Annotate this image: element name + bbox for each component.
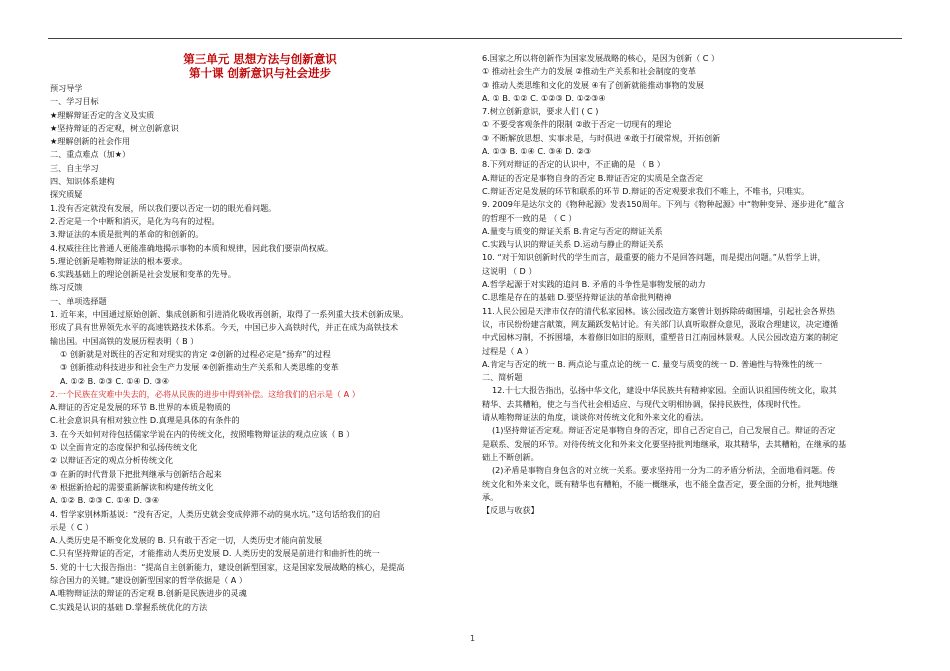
- left-text-block: [50, 82, 470, 614]
- page-number: 1: [470, 634, 476, 643]
- right-column: [482, 52, 902, 517]
- text-line: ① 不要受客观条件的限制 ②敢于否定一切现有的理论: [482, 119, 672, 130]
- text-line: 4. 哲学家别林斯基说：“没有否定，人类历史就会变成停滞不动的臭水坑。”这句话给我们的启: [50, 508, 381, 519]
- text-line: A. ① B. ①② C. ①②③ D. ①②③④: [482, 92, 606, 103]
- unit-title: 第三单元 思想方法与创新意识: [183, 52, 337, 66]
- text-line: A.辩证的否定是发展的环节 B.世界的本质是物质的: [50, 402, 231, 413]
- text-line: 过程是（ A ）: [482, 345, 534, 356]
- text-line: ① 创新就是对既往的否定和对现实的肯定 ②创新的过程必定是“扬弃”的过程: [60, 348, 331, 359]
- text-line: 7.树立创新意识，要求人们 ( C ): [482, 106, 599, 117]
- text-line: A.唯物辩证法的辩证的否定观 B.创新是民族进步的灵魂: [50, 588, 247, 599]
- text-line: 一、学习目标: [50, 96, 99, 107]
- text-line: 9. 2009年是达尔文的《物种起源》发表150周年。下列与《物种起源》中“物种变异、逐步进化”蕴含: [482, 199, 845, 210]
- text-line: A.肯定与否定的统一 B. 两点论与重点论的统一 C. 量变与质变的统一 D. 普遍性与特殊性的统一: [482, 358, 822, 369]
- text-line: 议，市民纷纷建言献策，网友踊跃发帖讨论。有关部门认真听取群众意见，汲取合理建议，决定遵循: [482, 318, 839, 329]
- text-line: ③ 在新的时代背景下把批判继承与创新结合起来: [50, 468, 222, 479]
- text-line: 6.实践基础上的理论创新是社会发展和变革的先导。: [50, 269, 236, 280]
- text-line: 精华、去其糟粕，使之与当代社会相适应、与现代文明相协调，保持民族性，体现时代性。: [482, 398, 806, 409]
- text-line: 四、知识体系建构: [50, 176, 115, 187]
- text-line: 础上不断创新。: [482, 451, 539, 462]
- text-line: 承。: [482, 491, 499, 502]
- text-line: ③ 创新推动科技进步和社会生产力发展 ④创新推动生产关系和人类思维的变革: [60, 362, 339, 373]
- text-line: ④ 根据新拾起的需要重新解读和构建传统文化: [50, 481, 214, 492]
- text-line: 3. 在今天如何对待包括儒家学说在内的传统文化，按照唯物辩证法的观点应该（ B ）: [50, 428, 355, 439]
- text-line: 6.国家之所以将创新作为国家发展战略的核心，是因为创新（ C ）: [482, 53, 720, 63]
- text-line: 1. 近年来，中国通过原始创新、集成创新和引进消化吸收再创新，取得了一系列重大技术创新成果。: [50, 309, 409, 320]
- text-line: 二、简析题: [482, 372, 523, 383]
- text-line: C.实践是认识的基础 D.掌握系统优化的方法: [50, 601, 208, 612]
- text-line: ③ 不断解放思想、实事求是，与时俱进 ④敢于打破常规，开拓创新: [482, 132, 721, 143]
- header-rule: [48, 38, 902, 39]
- text-line: 预习导学: [50, 83, 83, 93]
- text-line: ① 推动社会生产力的发展 ②推动生产关系和社会制度的变革: [482, 66, 696, 77]
- text-line: C.社会意识具有相对独立性 D.真理是具体的有条件的: [50, 415, 240, 426]
- text-line: 2.一个民族在灾难中失去的，必将从民族的进步中得到补偿。这给我们的启示是（ A ）: [50, 388, 360, 399]
- text-line: A.人类历史是不断变化发展的 B. 只有敢于否定一切，人类历史才能向前发展: [50, 535, 323, 546]
- text-line: ② 以辩证否定的观点分析传统文化: [50, 455, 174, 466]
- text-line: 2.否定是一个中断和消灭，是化为乌有的过程。: [50, 215, 220, 226]
- text-line: ★理解辩证否定的含义及实质: [50, 109, 155, 120]
- text-line: ① 以全面肯定的态度保护和弘扬传统文化: [50, 442, 198, 453]
- text-line: 11.人民公园是天津市仅存的清代私家园林。该公园改造方案曾计划拆除砖砌围墙，引起社会各界热: [482, 305, 835, 316]
- text-line: (1)坚持辩证否定观。辩证否定是事物自身的否定，即自己否定自己，自己发展自己。辩证的否定: [492, 425, 836, 436]
- text-line: 是联系、发展的环节。对待传统文化和外来文化要坚持批判地继承，取其精华，去其糟粕，在继承的基: [482, 438, 847, 449]
- text-line: ③ 推动人类思维和文化的发展 ④有了创新就能推动事物的发展: [482, 79, 705, 90]
- text-line: (2)矛盾是事物自身包含的对立统一关系。要求坚持用一分为二的矛盾分析法，全面地看问题。传: [492, 465, 836, 476]
- text-line: ★坚持辩证的否定观，树立创新意识: [50, 122, 179, 133]
- lesson-title: 第十课 创新意识与社会进步: [188, 66, 331, 80]
- text-line: 示是（ C ）: [50, 521, 94, 532]
- left-column: [50, 52, 470, 614]
- text-line: 探究质疑: [50, 189, 83, 200]
- text-line: 中式园林习制，不拆围墙，本着修旧如旧的原则，重塑昔日江南园林景观。人民公园改造方案的制定: [482, 332, 839, 343]
- text-line: A.辩证的否定是事物自身的否定 B.辩证否定的实质是全盘否定: [482, 172, 704, 183]
- text-line: 1.没有否定就没有发展，所以我们要以否定一切的眼光看问题。: [50, 202, 277, 213]
- right-text-block: [482, 52, 902, 517]
- text-line: 3.辩证法的本质是批判的革命的和创新的。: [50, 229, 204, 240]
- text-line: 5. 党的十七大报告指出：“提高自主创新能力，建设创新型国家，这是国家发展战略的核心，是提高: [50, 561, 405, 572]
- text-line: C.实践与认识的辩证关系 D.运动与静止的辩证关系: [482, 239, 664, 250]
- text-line: 4.权威往往比普通人更能准确地揭示事物的本质和规律，因此我们要崇尚权威。: [50, 242, 333, 253]
- text-line: A. ①② B. ②③ C. ①④ D. ③④: [50, 495, 160, 506]
- text-line: 形成了具有世界领先水平的高速铁路技术体系。今天，中国已步入高铁时代，并正在成为高铁技术: [50, 322, 399, 333]
- text-line: 输出国。中国高铁的发展历程表明（ B ）: [50, 335, 199, 346]
- text-line: ★理解创新的社会作用: [50, 136, 131, 147]
- text-line: 5.理论创新是唯物辩证法的根本要求。: [50, 255, 188, 266]
- text-line: C.思维是存在的基础 D.要坚持辩证法的革命批判精神: [482, 292, 672, 303]
- text-line: 12.十七大报告指出，弘扬中华文化，建设中华民族共有精神家园。全面认识祖国传统文化，取其: [492, 385, 837, 396]
- text-line: 一、单项选择题: [50, 295, 107, 306]
- text-line: 请从唯物辩证法的角度，谈谈你对传统文化和外来文化的看法。: [482, 412, 709, 423]
- text-line: 练习反馈: [50, 282, 83, 293]
- text-line: 10. “对于知识创新时代的学生而言，最重要的能力不是回答问题，而是提出问题。”从哲学上讲，: [482, 252, 826, 263]
- text-line: A.哲学起源于对实践的追问 B. 矛盾的斗争性是事物发展的动力: [482, 279, 706, 290]
- text-line: 三、自主学习: [50, 162, 99, 173]
- text-line: 综合国力的关键。”建设创新型国家的哲学依据是（ A ）: [50, 574, 247, 585]
- text-line: A. ①② B. ②③ C. ①④ D. ③④: [60, 375, 170, 386]
- text-line: 二、重点难点（加★）: [50, 149, 131, 160]
- text-line: 统文化和外来文化，既有精华也有糟粕，不能一概继承，也不能全盘否定，要全面的分析，批判地继: [482, 478, 839, 489]
- text-line: A.量变与质变的辩证关系 B.肯定与否定的辩证关系: [482, 225, 663, 236]
- text-line: 【反思与收获】: [482, 505, 539, 516]
- text-line: 8.下列对辩证的否定的认识中，不正确的是 （ B ）: [482, 159, 665, 170]
- text-line: 这说明 （ D ）: [482, 265, 537, 276]
- text-line: C.辩证否定是发展的环节和联系的环节 D.辩证的否定观要求我们不唯上，不唯书，只唯实。: [482, 185, 810, 196]
- text-line: 的哲理不一致的是 （ C ）: [482, 212, 577, 223]
- text-line: C.只有坚持辩证的否定，才能推动人类历史发展 D. 人类历史的发展是前进行和曲折性的统一: [50, 548, 380, 559]
- text-line: A. ①③ B. ①④ C. ③④ D. ②③: [482, 146, 592, 157]
